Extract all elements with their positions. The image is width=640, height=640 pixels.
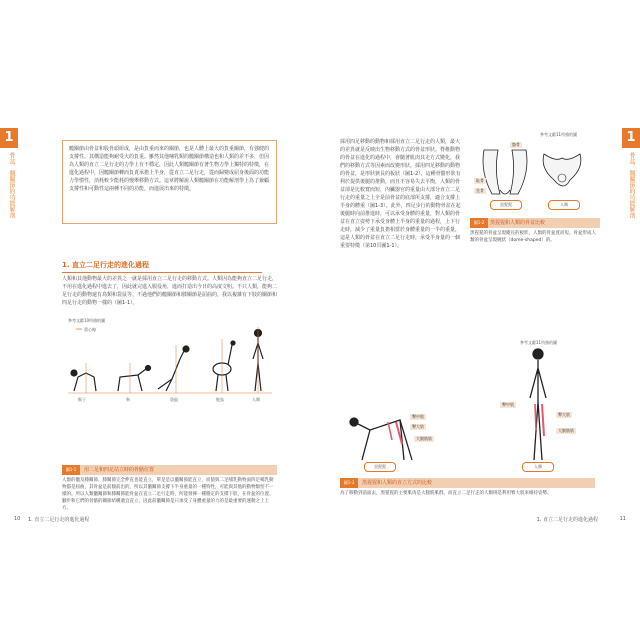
posture-illustration xyxy=(340,340,595,470)
figure-caption: 用二足和四足站立時的骨骼位置 xyxy=(84,467,155,473)
chapter-title-vertical-right: 骨盆、髖關節的功能解剖 xyxy=(628,152,635,218)
figure3-caption: 黑猩猩和人類的直立方式的比較 xyxy=(362,480,433,486)
figure-1-2 xyxy=(470,132,600,212)
fig3-source-label: 參考文獻11所繪的圖 xyxy=(520,340,558,345)
body-paragraph: 人類和其他動物最大的差異之一就是採用直立二足行走的移動方式。人類因為能夠直立二足行走，不用在進化過程中進去了，因此就完進入服役角，進而打造出今日的高度文明。不只人類，能夠二足行走的動物還有鳥類和袋鼠等。不過他們的髖關節和膝關節是屈曲的，我以複雜有下肢的關節和四足行走的動物一樣的（圖1-1）。 xyxy=(62,276,278,306)
caption-badge: 圖1-1 xyxy=(62,465,80,475)
tag-ilium: 髂骨 xyxy=(512,142,520,147)
tag-gluteus-medius-chimp: 臀中肌 xyxy=(412,414,424,419)
center-of-gravity-label: 重心線 xyxy=(84,327,96,332)
body-paragraph-right: 採用四足移動的動物和採用直立二足行走的人類，最大的差異就是反映出生物移動方式的骨盆形狀。脊椎動物的骨盆在進化的過程中，會隨著肌肉其走方式變化，我們的移動方式等因素而改變形狀。採用四足移動的動物的骨盆，是形狀狹長的板狀（圖1-2），這種骨骼形狀有利於提供後腿的推動，而且不容易失去平衡，人類的骨盆卻是比較寬而短，內臟器官的重量由大部分直立二足行走的重量之上全是前骨盆的底部所支撐，適合支撐上半身的體重（圖1-3）。此外，四足步行的動物骨盆在起後腿時向前推進時，可以承受身體的重量，對人類的骨盆在直立姿勢下承受身體上半身的重量的過程，上下行走時，減少了重量負擔相當於身體重量的一半的重量，這是人類的骨盆在直立二足行走時，承受半身量的一個重要特徵（第10頁圖1-1）。 xyxy=(340,139,461,249)
chapter-number-tab-right: 1 xyxy=(622,128,640,148)
figure-1-3 xyxy=(340,340,595,470)
chapter-number-tab: 1 xyxy=(0,128,18,148)
running-footer-right: 1. 直立二足行走的進化過程 xyxy=(536,517,598,523)
figure2-caption: 黑猩猩和人類的骨盆比較 xyxy=(490,220,546,226)
tag-ischium: 坐骨 xyxy=(476,188,484,193)
label-ostrich: 鴕鳥 xyxy=(216,397,224,402)
caption2-body: 黑猩猩的骨盆呈現縱長的板狀，人類的骨盆寬而短。骨盆形成人類的骨盆呈現碗狀（dome-shaped）的。 xyxy=(470,231,596,243)
skeletons-illustration xyxy=(62,315,277,405)
caption2-badge: 圖1-2 xyxy=(470,218,488,228)
tag-gluteus-medius-human: 臀中肌 xyxy=(502,402,514,407)
fig2-source-label: 參考文獻11所繪的圖 xyxy=(540,132,578,137)
tag-hamstrings-human: 大腿筋肌 xyxy=(558,428,574,433)
tag-hamstrings-chimp: 大腿筋肌 xyxy=(416,436,432,441)
caption3-body: 為了移動到前面去，黑猩猩的主要肌肉是大腿筋肌群，而直立二足行走的人類則是利用臀大肌來維持姿勢。 xyxy=(340,491,552,496)
book-spread xyxy=(0,110,640,530)
pill-human: 人類 xyxy=(548,200,580,210)
running-footer-left: 1. 直立二足行走的進化過程 xyxy=(28,517,90,523)
pill-chimp: 黑猩猩 xyxy=(490,200,522,210)
right-page xyxy=(320,110,640,530)
label-human: 人類 xyxy=(252,397,260,402)
intro-box: 髖關節由骨盆和股骨頭組成，是由負重而來的關節，也是人體上最大的負重關節，有強健的支撐性。其構造能夠耐受大的負重。雖然其他哺乳類的髖關節構造也和人類的差不多，但因為人類的直立二足行走的力學上有不穩定，因此人類髖關節有著生物力學上獨特的特徵，在進化過程中，因髖關節轉而負責承擔上半身，從直立二足行走，從而歸變成屈身後面的功能力學慣性，消耗較少能耗的慢舉移動方式。這章將解說人類髖關節在功能解剖學上為了兼顧支撐性和可動性這兩種不同的功能，而進展出來的特徵。 xyxy=(62,140,277,224)
caption3-badge: 圖1-3 xyxy=(340,478,358,488)
figure-1-1 xyxy=(62,315,277,405)
pill-human-3: 人類 xyxy=(522,462,554,472)
left-page xyxy=(0,110,321,530)
label-kangaroo: 袋鼠 xyxy=(170,397,178,402)
tag-pubis: 恥骨 xyxy=(476,178,484,183)
figure-source-label: 參考文獻10所繪的圖 xyxy=(68,318,106,323)
page-number-right: 11 xyxy=(619,516,626,522)
tag-gluteus-maximus-chimp: 臀大肌 xyxy=(412,424,424,429)
tag-gluteus-maximus-human: 臀大肌 xyxy=(558,412,570,417)
page-number-left: 10 xyxy=(14,516,21,522)
label-dog: 狗 xyxy=(126,397,130,402)
label-monkey: 猴子 xyxy=(78,397,86,402)
pill-chimp-3: 黑猩猩 xyxy=(364,462,396,472)
section-heading: 1. 直立二足行走的進化過程 xyxy=(62,260,262,273)
caption-body: 人類的髖及膝關節，膝關節完全伸直也能直立，單是是以髖關節能直立，而猿與二足哺乳動物面四足哺乳動物都是屈曲，其骨盆是前傾前出的，所以其髖關節支撐下半身重量的一種特性，可能與其他的動物類型不一樣的。所以人類髖關節和膝關節能骨盆在直立二足行走時，所能發揮一種穩定的支撐下肢，在骨盆的位置、腳步和它們的骨骼的關節結構適宜直立，因此前髖關節是只承受了身體重量的力的是最重要的運動之上上方。 xyxy=(62,478,274,511)
chapter-title-vertical: 骨盆、髖關節的功能解剖 xyxy=(8,152,15,218)
pelvis-illustration xyxy=(470,132,600,212)
